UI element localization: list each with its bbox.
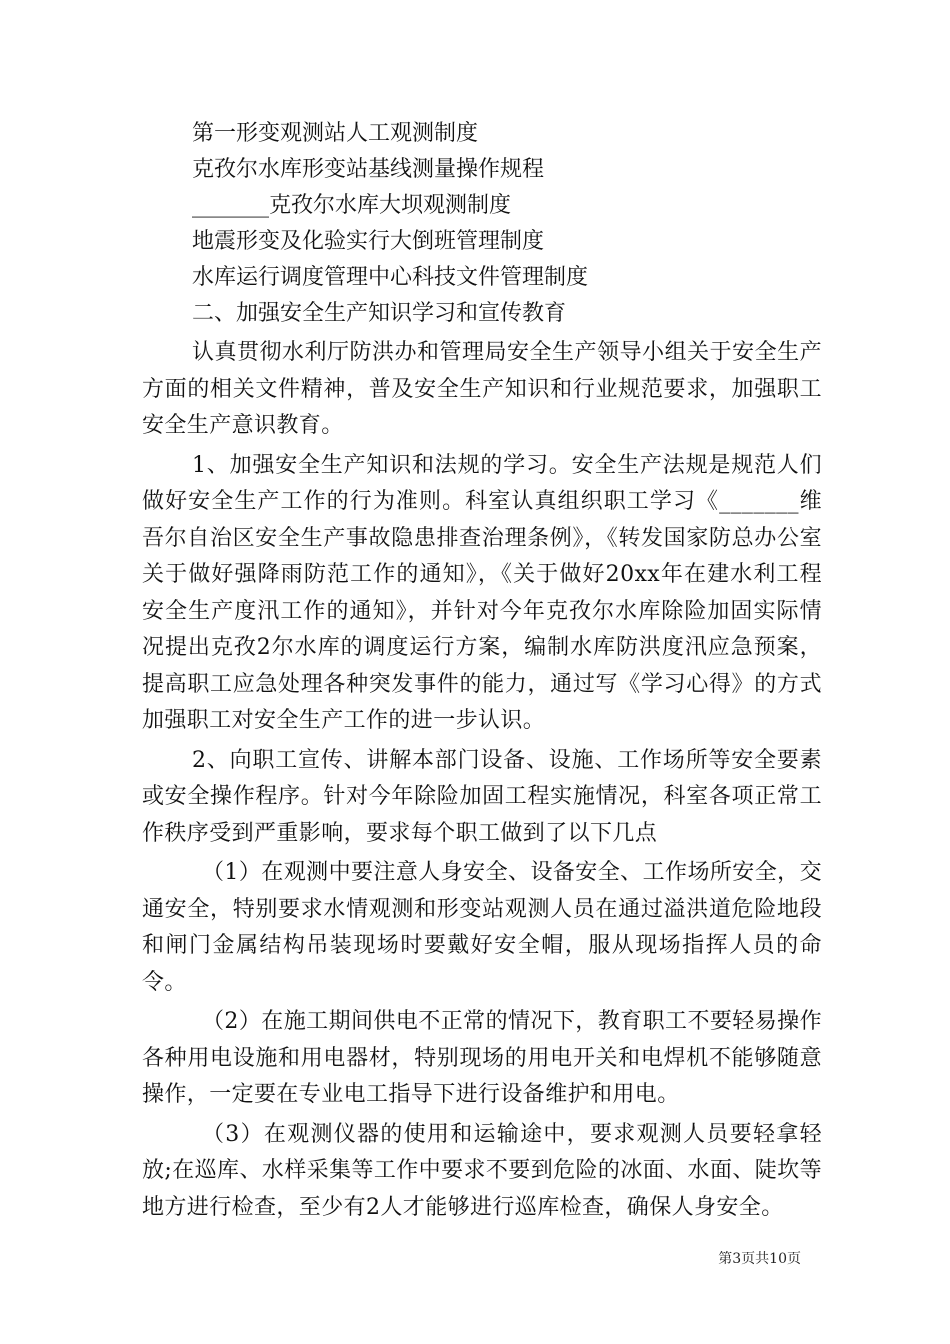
paragraph-subitem-2: （2）在施工期间供电不正常的情况下，教育职工不要轻易操作各种用电设施和用电器材，特别现场的用电开关和电焊机不能够随意操作，一定要在专业电工指导下进行设备维护和用电。 <box>142 1009 822 1107</box>
paragraph-item-2: 2、向职工宣传、讲解本部门设备、设施、工作场所等安全要素或安全操作程序。针对今年除险加固工程实施情况，科室各项正常工作秩序受到严重影响，要求每个职工做到了以下几点 <box>142 747 822 846</box>
page-number: 第3页共10页 <box>718 1251 801 1267</box>
paragraph-subitem-1: （1）在观测中要注意人身安全、设备安全、工作场所安全，交通安全，特别要求水情观测和形变站观测人员在通过溢洪道危险地段和闸门金属结构吊装现场时要戴好安全帽，服从现场指挥人员的命令。 <box>142 860 822 995</box>
list-item-1: 第一形变观测站人工观测制度 <box>192 121 479 146</box>
paragraph-intro: 认真贯彻水利厅防洪办和管理局安全生产领导小组关于安全生产方面的相关文件精神，普及安全生产知识和行业规范要求，加强职工安全生产意识教育。 <box>142 340 822 438</box>
paragraph-item-1: 1、加强安全生产知识和法规的学习。安全生产法规是规范人们做好安全生产工作的行为准则。科室认真组织职工学习《_______维吾尔自治区安全生产事故隐患排查治理条例》，《转发国家防总办公室关于做好强降雨防范工作的通知》，《关于做好20xx年在建水利工程安全生产度汛工作的通知》，并针对今年克孜尔水库除险加固实际情况提出克孜2尔水库的调度运行方案，编制水库防洪度汛应急预案，提高职工应急处理各种突发事件的能力，通过写《学习心得》的方式加强职工对安全生产工作的进一步认识。 <box>142 452 822 733</box>
paragraph-subitem-3: （3）在观测仪器的使用和运输途中，要求观测人员要轻拿轻放;在巡库、水样采集等工作中要求不要到危险的冰面、水面、陡坎等地方进行检查，至少有2人才能够进行巡库检查，确保人身安全。 <box>142 1121 822 1220</box>
list-item-4: 地震形变及化验实行大倒班管理制度 <box>192 229 545 254</box>
document-body <box>142 116 822 1226</box>
section-heading: 二、加强安全生产知识学习和宣传教育 <box>192 301 567 326</box>
list-item-5: 水库运行调度管理中心科技文件管理制度 <box>192 265 589 290</box>
list-item-2: 克孜尔水库形变站基线测量操作规程 <box>192 157 545 182</box>
list-item-3: _______克孜尔水库大坝观测制度 <box>192 193 512 218</box>
